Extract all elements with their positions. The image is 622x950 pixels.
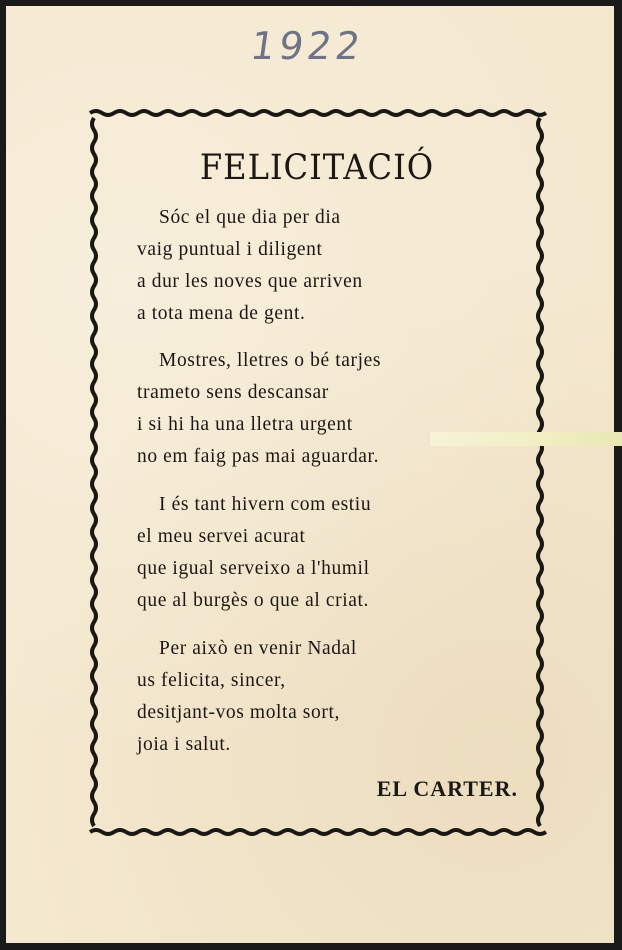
poem-line: a dur les noves que arriven <box>137 271 363 292</box>
poem-line: i si hi ha una lletra urgent <box>137 414 353 435</box>
border-left <box>92 118 96 826</box>
poem-line: que igual serveixo a l'humil <box>137 558 370 579</box>
stanza-1 <box>137 202 363 330</box>
border-top <box>90 111 546 115</box>
poem-line: que al burgès o que al criat. <box>137 590 370 611</box>
poem-line: vaig puntual i diligent <box>137 239 323 260</box>
poem-line: I és tant hivern com estiu <box>159 494 372 515</box>
decorative-border <box>6 6 614 943</box>
signature: EL CARTER. <box>376 776 518 801</box>
stanza-4 <box>137 633 357 761</box>
border-bottom <box>90 830 546 834</box>
postcard <box>6 6 614 943</box>
poem-line: Sóc el que dia per dia <box>159 207 341 228</box>
poem-line: a tota mena de gent. <box>137 303 306 324</box>
poem-line: joia i salut. <box>137 734 231 755</box>
poem-line: desitjant-vos molta sort, <box>137 702 340 723</box>
poem-line: el meu servei acurat <box>137 526 306 547</box>
poem-line: Per això en venir Nadal <box>159 638 357 659</box>
poem-line: trameto sens descansar <box>137 382 329 403</box>
border-right <box>538 118 542 826</box>
poem-line: no em faig pas mai aguardar. <box>137 446 380 467</box>
scan-highlight-strip <box>430 432 622 446</box>
handwritten-year: 1922 <box>247 24 367 68</box>
card-title: FELICITACIÓ <box>199 148 435 188</box>
poem-line: Mostres, lletres o bé tarjes <box>159 350 382 371</box>
stanza-2 <box>137 345 381 473</box>
stanza-3 <box>137 489 371 617</box>
poem-line: us felicita, sincer, <box>137 670 286 691</box>
